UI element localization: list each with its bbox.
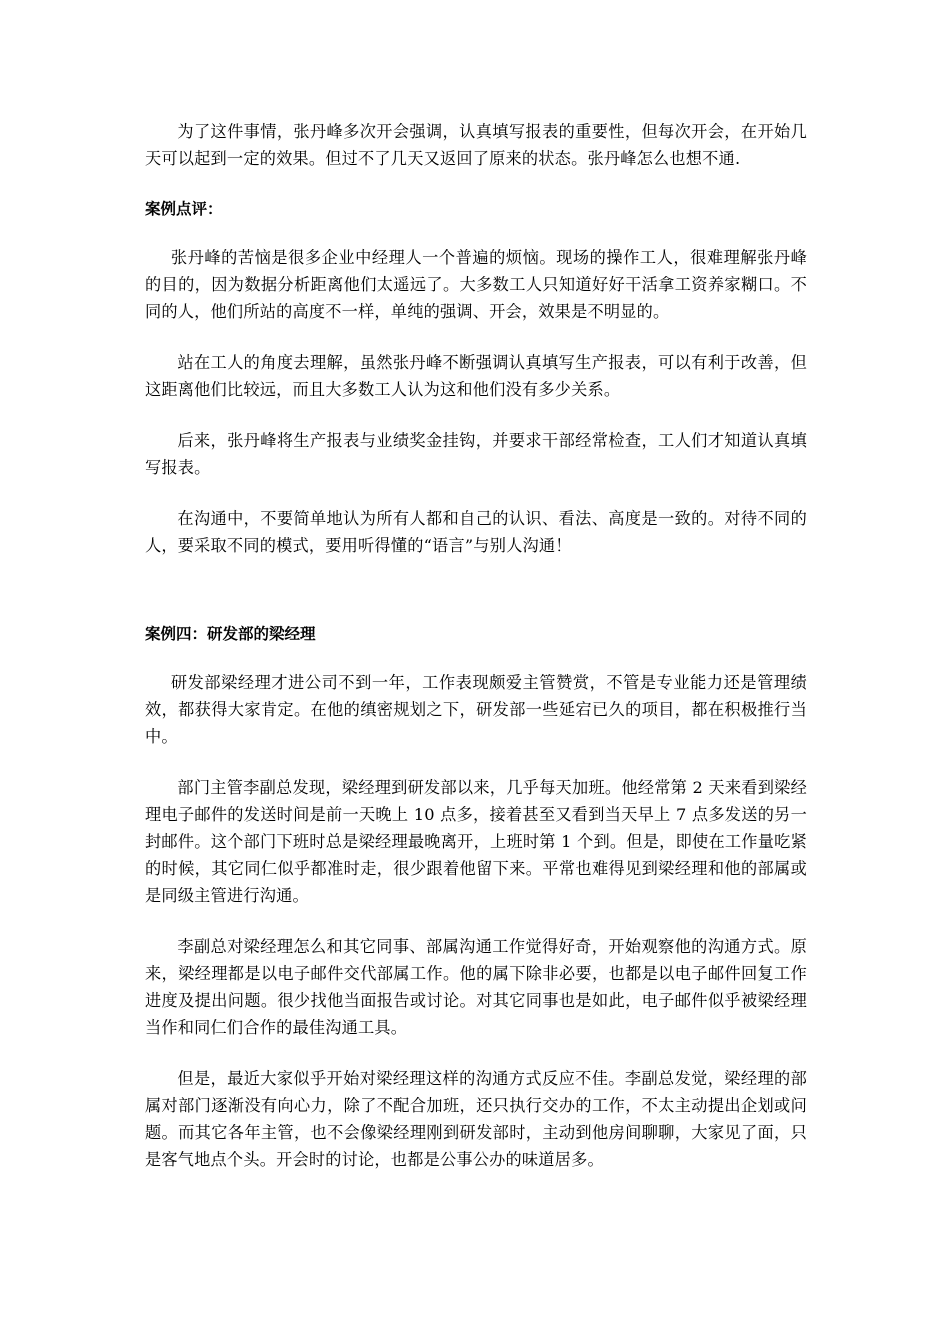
paragraph-review-2: 站在工人的角度去理解，虽然张丹峰不断强调认真填写生产报表，可以有利于改善，但这距离他们比较远，而且大多数工人认为这和他们没有多少关系。 bbox=[145, 353, 807, 399]
paragraph-case4-3: 李副总对梁经理怎么和其它同事、部属沟通工作觉得好奇，开始观察他的沟通方式。原来，梁经理都是以电子邮件交代部属工作。他的属下除非必要，也都是以电子邮件回复工作进度及提出问题。很少找他当面报告或讨论。对其它同事也是如此，电子邮件似乎被梁经理当作和同仁们合作的最佳沟通工具。 bbox=[145, 937, 807, 1037]
paragraph-case4-2: 部门主管李副总发现，梁经理到研发部以来，几乎每天加班。他经常第 2 天来看到梁经理电子邮件的发送时间是前一天晚上 10 点多，接着甚至又看到当天早上 7 点多发送的另一封邮件。这个部门下班时总是梁经理最晚离开，上班时第 1 个到。但是，即使在工作量吃紧的时候，其它同仁似乎都准时走，很少跟着他留下来。平常也难得见到梁经理和他的部属或是同级主管进行沟通。 bbox=[145, 778, 807, 905]
paragraph-meeting-effect: 为了这件事情，张丹峰多次开会强调，认真填写报表的重要性，但每次开会，在开始几天可以起到一定的效果。但过不了几天又返回了原来的状态。张丹峰怎么也想不通. bbox=[145, 122, 807, 168]
paragraph-review-1: 张丹峰的苦恼是很多企业中经理人一个普遍的烦恼。现场的操作工人，很难理解张丹峰的目的，因为数据分析距离他们太遥远了。大多数工人只知道好好干活拿工资养家糊口。不同的人，他们所站的高度不一样，单纯的强调、开会，效果是不明显的。 bbox=[145, 248, 807, 321]
section-spacer bbox=[145, 583, 807, 621]
paragraph-case4-4: 但是，最近大家似乎开始对梁经理这样的沟通方式反应不佳。李副总发觉，梁经理的部属对部门逐渐没有向心力，除了不配合加班，还只执行交办的工作，不太主动提出企划或问题。而其它各年主管，也不会像梁经理刚到研发部时，主动到他房间聊聊，大家见了面，只是客气地点个头。开会时的讨论，也都是公事公办的味道居多。 bbox=[145, 1069, 807, 1169]
heading-case-review: 案例点评： bbox=[145, 200, 223, 218]
paragraph-case4-1: 研发部梁经理才进公司不到一年，工作表现颇爱主管赞赏，不管是专业能力还是管理绩效，都获得大家肯定。在他的缜密规划之下，研发部一些延宕已久的项目，都在积极推行当中。 bbox=[145, 673, 807, 746]
paragraph-review-4: 在沟通中，不要简单地认为所有人都和自己的认识、看法、高度是一致的。对待不同的人，要采取不同的模式，要用听得懂的“语言”与别人沟通！ bbox=[145, 509, 807, 555]
heading-case-four: 案例四：研发部的梁经理 bbox=[145, 625, 316, 643]
paragraph-review-3: 后来，张丹峰将生产报表与业绩奖金挂钩，并要求干部经常检查，工人们才知道认真填写报表。 bbox=[145, 431, 807, 477]
document-body bbox=[145, 118, 807, 1197]
